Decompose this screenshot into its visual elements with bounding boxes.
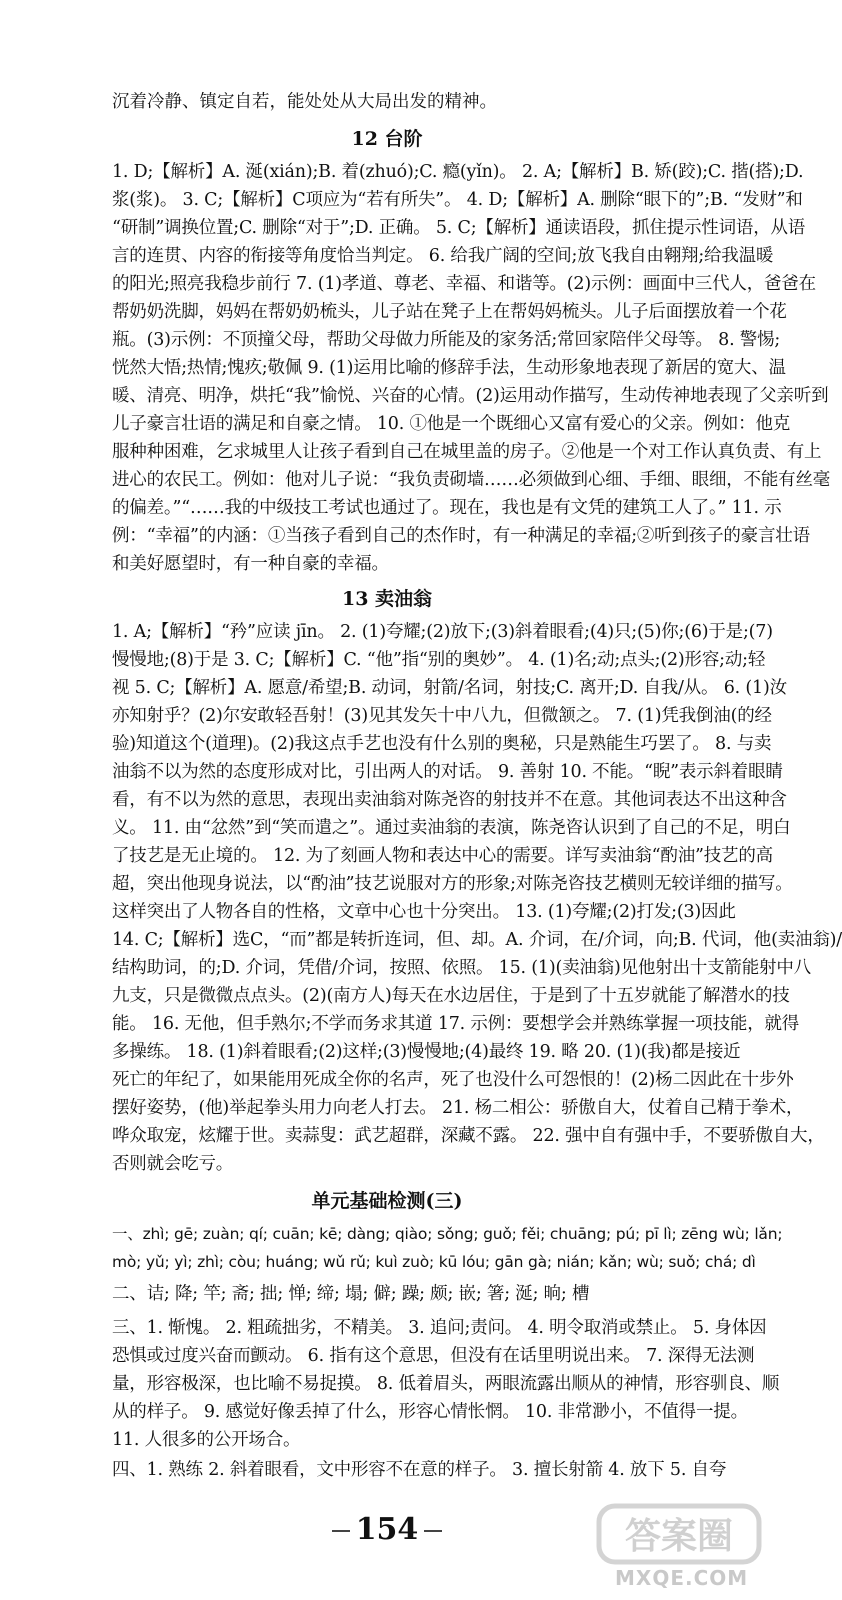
answer-line: 1. A;【解析】“矜”应读 jīn。 2. (1)夸耀;(2)放下;(3)斜着眼看;(4)只;(5)你;(6)于是;(7) (112, 622, 773, 642)
answer-line: 摆好姿势，(他)举起拳头用力向老人打去。 21. 杨二相公：骄傲自大，仗着自己精于拳术， (112, 1098, 804, 1118)
answer-line: 暖、清亮、明净，烘托“我”愉悦、兴奋的心情。(2)运用动作描写，生动传神地表现了父亲听到 (112, 386, 829, 406)
watermark-chars: 答案圈 (624, 1516, 734, 1557)
answer-line: 义。 11. 由“忿然”到“笑而遣之”。通过卖油翁的表演，陈尧咨认识到了自己的不足，明白 (112, 818, 791, 838)
answer-line: 11. 人很多的公开场合。 (112, 1430, 301, 1450)
page-number-dash-left (332, 1530, 350, 1532)
answer-line: 超，突出他现身说法，以“酌油”技艺说服对方的形象;对陈尧咨技艺横则无较详细的描写。 (112, 874, 793, 894)
answer-line: 恐惧或过度兴奋而颤动。 6. 指有这个意思，但没有在话里明说出来。 7. 深得无法测 (112, 1346, 755, 1366)
answer-line: 三、1. 惭愧。 2. 粗疏拙劣，不精美。 3. 追问;责问。 4. 明令取消或禁止。 5. 身体因 (112, 1318, 767, 1338)
answer-line: 浆(浆)。 3. C;【解析】C项应为“若有所失”。 4. D;【解析】A. 删除“眼下的”;B. “发财”和 (112, 190, 803, 210)
answer-line: 量，形容极深，也比喻不易捉摸。 8. 低着眉头，两眼流露出顺从的神情，形容驯良、顺 (112, 1374, 780, 1394)
answer-line: 的偏差。”“……我的中级技工考试也通过了。现在，我也是有文凭的建筑工人了。” 11. 示 (112, 498, 782, 518)
answer-line: 服种种困难，乞求城里人让孩子看到自己在城里盖的房子。②他是一个对工作认真负责、有上 (112, 442, 822, 462)
answer-line: 否则就会吃亏。 (112, 1154, 234, 1174)
answer-line: 死亡的年纪了，如果能用死成全你的名声，死了也没什么可怨恨的！(2)杨二因此在十步外 (112, 1070, 794, 1090)
answer-line: 例：“幸福”的内涵：①当孩子看到自己的杰作时，有一种满足的幸福;②听到孩子的豪言壮语 (112, 526, 810, 546)
pinyin-line: 一、zhì; gē; zuàn; qí; cuān; kē; dàng; qiào; sǒng; guǒ; fěi; chuāng; pú; pī lì; zēng wù; lǎn; (112, 1225, 783, 1243)
answer-line: 结构助词，的;D. 介词，凭借/介词，按照、依照。 15. (1)(卖油翁)见他射出十支箭能射中八 (112, 958, 811, 978)
answer-line: 验)知道这个(道理)。(2)我这点手艺也没有什么别的奥秘，只是熟能生巧罢了。 8. 与卖 (112, 734, 772, 754)
answer-line: 多操练。 18. (1)斜着眼看;(2)这样;(3)慢慢地;(4)最终 19. 略 20. (1)(我)都是接近 (112, 1042, 741, 1062)
answer-line: 九支，只是微微点点头。(2)(南方人)每天在水边居住，于是到了十五岁就能了解潜水的技 (112, 986, 790, 1006)
answer-line: 帮奶奶洗脚，妈妈在帮奶奶梳头，儿子站在凳子上在帮妈妈梳头。儿子后面摆放着一个花 (112, 302, 787, 322)
watermark-logo (595, 1500, 770, 1595)
watermark-url: MXQE.COM (615, 1566, 749, 1590)
answer-line: 瓶。(3)示例：不顶撞父母，帮助父母做力所能及的家务活;常回家陪伴父母等。 8. 警惕; (112, 330, 781, 350)
section-title-unit-test: 单元基础检测(三) (311, 1190, 463, 1212)
intro-line: 沉着冷静、镇定自若，能处处从大局出发的精神。 (112, 92, 497, 112)
answer-line: 慢慢地;(8)于是 3. C;【解析】C. “他”指“别的奥妙”。 4. (1)名;动;点头;(2)形容;动;轻 (112, 650, 766, 670)
answer-line: 14. C;【解析】选C，“而”都是转折连词，但、却。A. 介词，在/介词，向;B. 代词，他(卖油翁)/ (112, 930, 842, 950)
answer-line: 四、1. 熟练 2. 斜着眼看，文中形容不在意的样子。 3. 擅长射箭 4. 放下 5. 自夸 (112, 1460, 727, 1480)
page-number-value: 154 (355, 1512, 419, 1547)
answer-line: 这样突出了人物各自的性格，文章中心也十分突出。 13. (1)夸耀;(2)打发;(3)因此 (112, 902, 736, 922)
answer-line: 和美好愿望时，有一种自豪的幸福。 (112, 554, 389, 574)
answer-line: 1. D;【解析】A. 涎(xián);B. 着(zhuó);C. 瘾(yǐn)。 2. A;【解析】B. 矫(跤);C. 揩(搭);D. (112, 162, 804, 182)
answer-line: “研制”调换位置;C. 删除“对于”;D. 正确。 5. C;【解析】通读语段，抓住提示性词语，从语 (112, 218, 806, 238)
answer-line: 哗众取宠，炫耀于世。卖蒜叟：武艺超群，深藏不露。 22. 强中自有强中手，不要骄傲自大， (112, 1126, 825, 1146)
answer-line: 言的连贯、内容的衔接等角度恰当判定。 6. 给我广阔的空间;放飞我自由翱翔;给我温暖 (112, 246, 774, 266)
answer-line: 恍然大悟;热情;愧疚;敬佩 9. (1)运用比喻的修辞手法，生动形象地表现了新居的宽大、温 (112, 358, 786, 378)
pinyin-line: mò; yǔ; yì; zhì; còu; huáng; wǔ rǔ; kuì zuò; kū lóu; gān gà; nián; kǎn; wù; suǒ; chá; dì (112, 1253, 756, 1271)
answer-line: 能。 16. 无他，但手熟尔;不学而务求其道 17. 示例：要想学会并熟练掌握一项技能，就得 (112, 1014, 800, 1034)
answer-line: 从的样子。 9. 感觉好像丢掉了什么，形容心情怅惘。 10. 非常渺小，不值得一提。 (112, 1402, 748, 1422)
answer-line: 二、诘; 降; 竿; 斋; 拙; 惮; 缔; 塌; 僻; 躁; 颇; 嵌; 箸; 涎; 晌; 槽 (112, 1284, 590, 1304)
answer-line: 进心的农民工。例如：他对儿子说：“我负责砌墙……必须做到心细、手细、眼细，不能有丝毫 (112, 470, 831, 490)
page-number-dash-right (424, 1530, 442, 1532)
section-title-13: 13 卖油翁 (341, 588, 433, 610)
answer-line: 看，有不以为然的意思，表现出卖油翁对陈尧咨的射技并不在意。其他词表达不出这种含 (112, 790, 787, 810)
answer-line: 亦知射乎？(2)尔安敢轻吾射！(3)见其发矢十中八九，但微颔之。 7. (1)凭我倒油(的经 (112, 706, 772, 726)
watermark-badge-icon (595, 1500, 770, 1570)
answer-line: 儿子豪言壮语的满足和自豪之情。 10. ①他是一个既细心又富有爱心的父亲。例如：他克 (112, 414, 791, 434)
answer-line: 了技艺是无止境的。 12. 为了刻画人物和表达中心的需要。详写卖油翁“酌油”技艺的高 (112, 846, 773, 866)
section-title-12: 12 台阶 (351, 128, 423, 150)
answer-line: 油翁不以为然的态度形成对比，引出两人的对话。 9. 善射 10. 不能。“睨”表示斜着眼睛 (112, 762, 783, 782)
answer-line: 的阳光;照亮我稳步前行 7. (1)孝道、尊老、幸福、和谐等。(2)示例：画面中三代人，爸爸在 (112, 274, 816, 294)
answer-line: 视 5. C;【解析】A. 愿意/希望;B. 动词，射箭/名词，射技;C. 离开;D. 自我/从。 6. (1)汝 (112, 678, 787, 698)
